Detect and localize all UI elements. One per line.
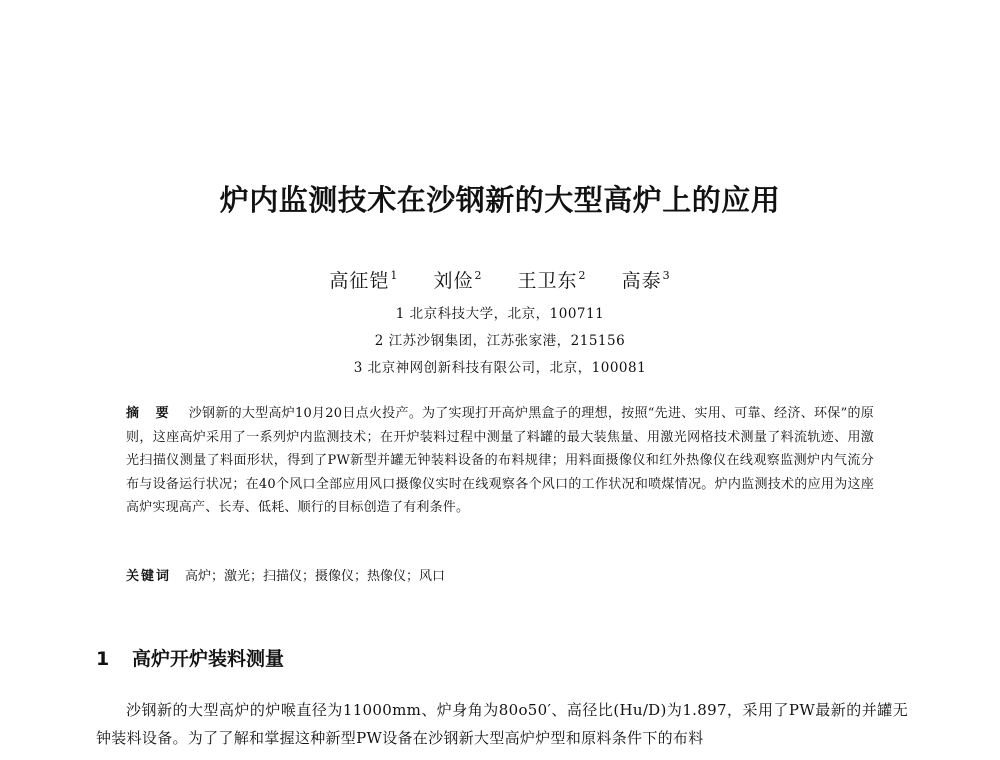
author-name: 高征铠 — [329, 270, 390, 292]
section-number: 1 — [96, 648, 110, 670]
author — [622, 270, 671, 292]
keywords-text: 高炉；激光；扫描仪；摄像仪；热像仪；风口 — [185, 569, 446, 584]
author-affiliation-mark: 1 — [390, 269, 399, 282]
body-paragraph: 沙钢新的大型高炉的炉喉直径为11000mm、炉身角为80o50′、高径比(Hu/D)为1.897，采用了PW最新的并罐无钟装料设备。为了了解和掌握这种新型PW设备在沙钢新大型高炉炉型和原料条件下的布料 — [96, 701, 908, 747]
keywords-label: 关键词 — [126, 569, 172, 584]
author-name: 高泰 — [621, 270, 662, 292]
author — [329, 270, 398, 292]
paper-title: 炉内监测技术在沙钢新的大型高炉上的应用 — [219, 183, 781, 217]
author-affiliation-mark: 2 — [474, 269, 483, 282]
author — [518, 270, 587, 292]
affiliation: 1 北京科技大学，北京，100711 — [395, 306, 605, 322]
author-name: 刘俭 — [433, 270, 474, 292]
abstract — [126, 402, 874, 520]
author-name: 王卫东 — [517, 270, 578, 292]
author-list — [0, 266, 1000, 293]
affiliation: 2 江苏沙钢集团，江苏张家港，215156 — [374, 333, 626, 349]
section-title: 高炉开炉装料测量 — [132, 648, 285, 670]
keywords — [126, 565, 874, 588]
author — [433, 270, 482, 292]
author-affiliation-mark: 2 — [578, 269, 587, 282]
abstract-text: 沙钢新的大型高炉10月20日点火投产。为了实现打开高炉黑盒子的理想，按照“先进、实用、可靠、经济、环保”的原则，这座高炉采用了一系列炉内监测技术；在开炉装料过程中测量了料罐的最大装焦量、用激光网格技术测量了料流轨迹、用激光扫描仪测量了料面形状，得到了PW新型并罐无钟装料设备的布料规律；用料面摄像仪和红外热像仪在线观察监测炉内气流分布与设备运行状况；在40个风口全部应用风口摄像仪实时在线观察各个风口的工作状况和喷煤情况。炉内监测技术的应用为这座高炉实现高产、长寿、低耗、顺行的目标创造了有利条件。 — [126, 406, 874, 515]
author-affiliation-mark: 3 — [662, 269, 671, 282]
abstract-label: 摘 要 — [126, 406, 175, 421]
section-heading — [96, 644, 284, 671]
affiliation: 3 北京神网创新科技有限公司，北京，100081 — [353, 360, 647, 376]
